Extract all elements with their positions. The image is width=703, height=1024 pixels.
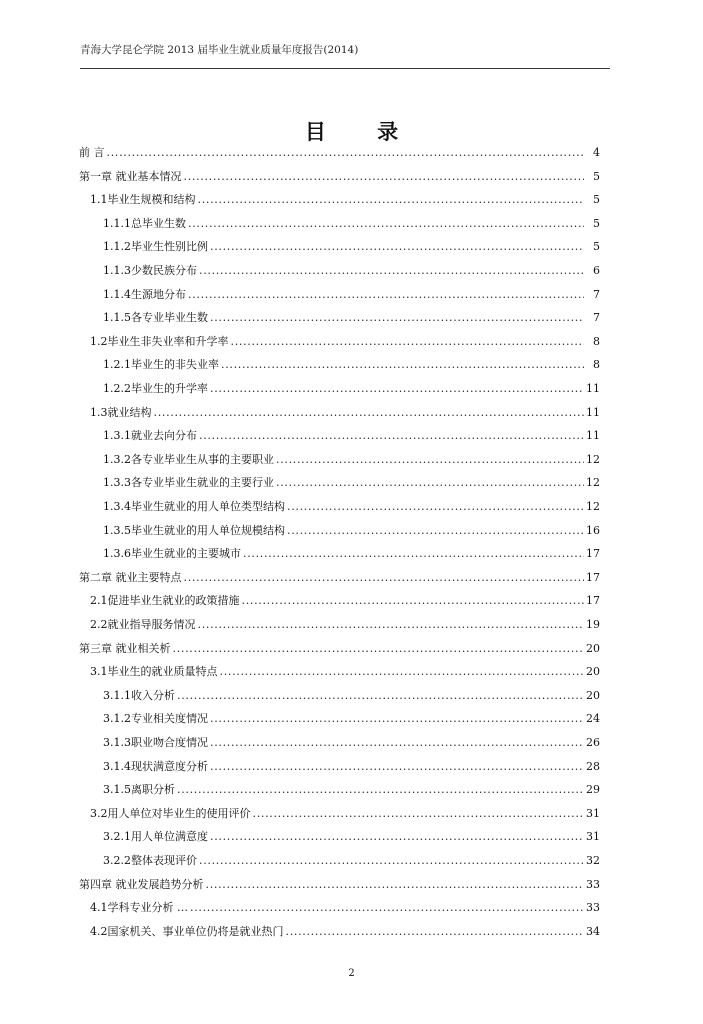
toc-entry-label: 1.1.5各专业毕业生数 <box>103 311 208 325</box>
toc-entry-label: 1.2毕业生非失业率和升学率 <box>90 334 229 348</box>
toc-entry-label: 1.1.2毕业生性别比例 <box>103 240 208 254</box>
toc-entry-page: 28 <box>586 759 600 773</box>
toc-dot-leader <box>210 311 584 325</box>
toc-entry-page: 34 <box>586 924 600 938</box>
toc-entry-label: 第二章 就业主要特点 <box>79 570 182 584</box>
toc-entry[interactable] <box>79 685 600 703</box>
toc-entry-label: 1.3就业结构 <box>90 405 152 419</box>
toc-entry[interactable] <box>79 496 600 514</box>
toc-entry[interactable] <box>79 449 600 467</box>
toc-entry[interactable] <box>79 614 600 632</box>
toc-entry[interactable] <box>79 661 600 679</box>
toc-entry[interactable] <box>79 378 600 396</box>
toc-entry-page: 7 <box>593 311 600 325</box>
toc-entry[interactable] <box>79 213 600 231</box>
toc-dot-leader <box>220 665 585 679</box>
toc-entry-page: 33 <box>586 877 600 891</box>
toc-entry-page: 5 <box>593 169 600 183</box>
toc-dot-leader <box>206 878 585 892</box>
toc-entry-label: 3.1.3职业吻合度情况 <box>103 736 208 749</box>
toc-entry-label: 3.1.5离职分析 <box>103 783 175 797</box>
toc-dot-leader <box>210 712 584 726</box>
toc-entry-page: 31 <box>586 806 600 820</box>
toc-dot-leader <box>221 358 584 372</box>
toc-dot-leader <box>210 830 584 844</box>
toc-dot-leader <box>287 524 584 538</box>
toc-entry-label: 第四章 就业发展趋势分析 <box>79 877 204 891</box>
toc-entry-label: 3.1.2专业相关度情况 <box>103 712 208 726</box>
toc-dot-leader <box>199 264 584 278</box>
toc-dot-leader <box>188 288 584 302</box>
toc-entry-label: 1.1毕业生规模和结构 <box>90 193 196 207</box>
toc-entry-label: 1.3.2各专业毕业生从事的主要职业 <box>103 452 274 466</box>
toc-dot-leader <box>276 453 584 467</box>
toc-entry-label: 第三章 就业相关析 <box>79 641 171 655</box>
toc-entry[interactable] <box>79 921 600 939</box>
toc-entry-label: 第一章 就业基本情况 <box>79 169 182 183</box>
toc-entry-label: 3.2.2整体表现评价 <box>103 854 197 867</box>
toc-entry-page: 17 <box>586 547 600 561</box>
toc-entry[interactable] <box>79 402 600 420</box>
toc-dot-leader <box>188 217 584 231</box>
toc-entry-page: 11 <box>586 382 600 395</box>
toc-entry[interactable] <box>79 236 600 254</box>
toc-entry-page: 24 <box>586 712 600 726</box>
toc-dot-leader <box>243 547 584 561</box>
toc-entry-label: 1.3.6毕业生就业的主要城市 <box>103 547 241 561</box>
toc-entry-page: 4 <box>593 146 600 159</box>
toc-dot-leader <box>184 571 585 585</box>
toc-dot-leader <box>154 406 585 420</box>
toc-entry[interactable] <box>79 472 600 490</box>
toc-entry[interactable] <box>79 307 600 325</box>
toc-dot-leader <box>242 594 585 608</box>
toc-entry[interactable] <box>79 166 600 184</box>
toc-entry[interactable] <box>79 260 600 278</box>
toc-entry[interactable] <box>79 142 600 160</box>
toc-entry-label: 1.3.5毕业生就业的用人单位规模结构 <box>103 523 285 537</box>
toc-entry[interactable] <box>79 543 600 561</box>
toc-entry-page: 17 <box>586 594 600 608</box>
toc-entry-label: 1.1.3少数民族分布 <box>103 264 197 277</box>
toc-entry-label: 4.2国家机关、事业单位仍将是就业热门 <box>90 924 284 938</box>
toc-entry-page: 12 <box>586 476 600 490</box>
toc-entry[interactable] <box>79 897 600 915</box>
toc-entry-label: 1.2.1毕业生的非失业率 <box>103 358 219 372</box>
toc-dot-leader <box>184 170 585 184</box>
toc-entry-page: 31 <box>586 830 600 844</box>
toc-entry-page: 7 <box>593 287 600 301</box>
toc-entry-page: 17 <box>586 570 600 584</box>
toc-entry-page: 11 <box>586 429 600 443</box>
toc-entry-page: 11 <box>586 405 600 419</box>
toc-dot-leader <box>210 736 584 750</box>
toc-dot-leader <box>198 618 585 632</box>
toc-entry-label: 4.1学科专业分析 … <box>90 901 188 915</box>
toc-entry[interactable] <box>79 732 600 750</box>
toc-entry[interactable] <box>79 189 600 207</box>
toc-entry[interactable] <box>79 779 600 797</box>
toc-entry[interactable] <box>79 284 600 302</box>
toc-dot-leader <box>177 689 584 703</box>
toc-entry[interactable] <box>79 803 600 821</box>
toc-entry-label: 3.1毕业生的就业质量特点 <box>90 665 218 679</box>
toc-entry-label: 1.3.1就业去向分布 <box>103 429 197 443</box>
toc-entry-page: 5 <box>593 240 600 254</box>
toc-title: 目 录 <box>304 120 421 144</box>
toc-entry[interactable] <box>79 874 600 892</box>
toc-entry-page: 20 <box>586 665 600 679</box>
toc-entry[interactable] <box>79 590 600 608</box>
toc-entry-label: 2.1促进毕业生就业的政策措施 <box>90 594 240 608</box>
toc-entry-label: 1.1.4生源地分布 <box>103 287 186 301</box>
toc-dot-leader <box>276 476 584 490</box>
toc-entry-page: 29 <box>586 783 600 797</box>
toc-dot-leader <box>199 429 584 443</box>
toc-entry-page: 33 <box>586 901 600 915</box>
toc-entry[interactable] <box>79 756 600 774</box>
toc-dot-leader <box>210 760 584 774</box>
toc-dot-leader <box>199 854 584 868</box>
toc-dot-leader <box>286 925 585 939</box>
toc-entry-page: 8 <box>593 358 600 372</box>
toc-dot-leader <box>210 240 584 254</box>
toc-dot-leader <box>198 193 585 207</box>
toc-entry-label: 3.1.1收入分析 <box>103 688 175 702</box>
toc-entry[interactable] <box>79 708 600 726</box>
toc-entry-label: 1.2.2毕业生的升学率 <box>103 382 208 395</box>
header-title: 青海大学昆仑学院 2013 届毕业生就业质量年度报告(2014) <box>80 44 359 56</box>
toc-dot-leader <box>190 901 584 915</box>
header-rule <box>80 68 610 69</box>
toc-entry-label: 1.3.3各专业毕业生就业的主要行业 <box>103 476 274 490</box>
toc-entry-page: 6 <box>593 264 600 277</box>
toc-entry-page: 32 <box>586 854 600 867</box>
page-header <box>80 40 610 70</box>
toc-entry-page: 20 <box>586 641 600 655</box>
toc-entry[interactable] <box>79 826 600 844</box>
toc-entry[interactable] <box>79 520 600 538</box>
toc-dot-leader <box>210 382 584 396</box>
toc-entry-label: 3.2.1用人单位满意度 <box>103 830 208 844</box>
toc-entry-page: 8 <box>593 334 600 348</box>
toc-dot-leader <box>177 783 584 797</box>
toc-entry-page: 12 <box>586 452 600 466</box>
toc-entry-label: 3.2用人单位对毕业生的使用评价 <box>90 806 251 820</box>
toc-entry[interactable] <box>79 567 600 585</box>
toc-dot-leader <box>231 335 585 349</box>
toc-dot-leader <box>287 500 584 514</box>
toc-entry-page: 20 <box>586 688 600 702</box>
toc-entry-page: 16 <box>586 523 600 537</box>
toc-entry-page: 5 <box>593 216 600 230</box>
toc-entry-label: 2.2就业指导服务情况 <box>90 618 196 631</box>
toc-entry-label: 前 言 <box>79 146 105 159</box>
toc-entry[interactable] <box>79 331 600 349</box>
toc-entry-page: 19 <box>586 618 600 631</box>
toc-entry-label: 1.1.1总毕业生数 <box>103 216 186 230</box>
toc-dot-leader <box>173 642 585 656</box>
toc-entry-page: 12 <box>586 500 600 513</box>
toc-entry[interactable] <box>79 425 600 443</box>
toc-entry-label: 1.3.4毕业生就业的用人单位类型结构 <box>103 500 285 513</box>
toc-entry-page: 5 <box>593 193 600 207</box>
toc-entry[interactable] <box>79 850 600 868</box>
toc-entry-label: 3.1.4现状满意度分析 <box>103 759 208 773</box>
toc-entry[interactable] <box>79 354 600 372</box>
page-number: 2 <box>348 968 355 979</box>
toc-dot-leader <box>253 807 585 821</box>
toc-entry[interactable] <box>79 638 600 656</box>
toc-dot-leader <box>107 146 585 160</box>
toc-entry-page: 26 <box>586 736 600 749</box>
